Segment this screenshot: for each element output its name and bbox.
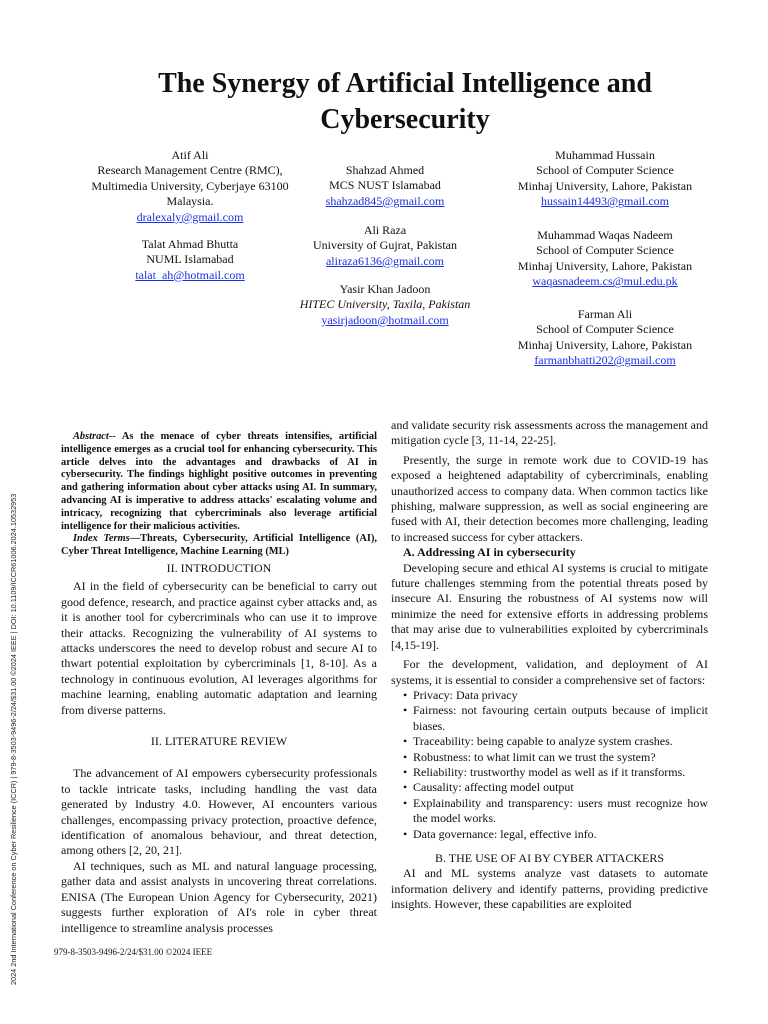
- author-waqas-nadeem: [490, 228, 720, 290]
- author-email-link[interactable]: hussain14493@gmail.com: [540, 194, 670, 209]
- section-heading-introduction: II. INTRODUCTION: [166, 560, 272, 575]
- index-terms-text: —Threats, Cybersecurity, Artificial Intelligence (AI), Cyber Threat Intelligence, Machine Learning (ML): [61, 533, 377, 558]
- author-affiliation: School of Computer Science: [536, 243, 674, 258]
- list-item: • Reliability: trustworthy model as well as if it transforms.: [391, 765, 708, 780]
- author-yasir-jadoon: [270, 282, 500, 328]
- paper-title: [90, 66, 720, 138]
- author-name: Muhammad Hussain: [555, 148, 655, 162]
- author-affiliation: MCS NUST Islamabad: [329, 178, 441, 193]
- body-paragraph: AI and ML systems analyze vast datasets to automate information delivery and identify patterns, providing predictive insights. However, these capabilities are exploited: [391, 866, 708, 912]
- abstract: [61, 431, 377, 533]
- subsection-heading-a: A. Addressing AI in cybersecurity: [403, 545, 576, 560]
- list-item: • Traceability: being capable to analyze system crashes.: [391, 734, 708, 749]
- author-email-link[interactable]: aliraza6136@gmail.com: [325, 253, 444, 268]
- list-item: • Causality: affecting model output: [391, 780, 708, 795]
- author-farman-ali: [490, 307, 720, 369]
- literature-paragraph: AI techniques, such as ML and natural language processing, gather data and assist analysts in uncovering threat correlations. ENISA (The European Union Agency for Cybersecurity, 2021) suggests further exploration of AI's role in cyber threat intelligence to streamline analysis processes: [61, 858, 377, 935]
- title-line-2: Cybersecurity: [320, 104, 490, 135]
- subsection-heading-b: B. THE USE OF AI BY CYBER ATTACKERS: [434, 850, 665, 865]
- author-name: Muhammad Waqas Nadeem: [537, 228, 673, 242]
- author-affiliation: HITEC University, Taxila, Pakistan: [299, 297, 471, 312]
- abstract-label: Abstract--: [73, 431, 116, 442]
- author-name: Yasir Khan Jadoon: [339, 282, 431, 296]
- author-name: Atif Ali: [171, 148, 209, 162]
- author-affiliation: Minhaj University, Lahore, Pakistan: [517, 258, 693, 273]
- author-email-link[interactable]: farmanbhatti202@gmail.com: [534, 353, 676, 368]
- author-affiliation: School of Computer Science: [536, 163, 674, 178]
- author-affiliation: NUML Islamabad: [146, 252, 234, 267]
- author-name: Farman Ali: [577, 307, 633, 321]
- author-affiliation: Minhaj University, Lahore, Pakistan: [517, 337, 693, 352]
- side-citation: 2024 2nd International Conference on Cyber Resilience (ICCR) | 979-8-3503-9496-2/24/$31.00 ©2024 IEEE | DOI: 10.1109/ICCR61006.2024.10532953: [9, 493, 18, 985]
- right-column: [391, 418, 708, 913]
- intro-paragraph: AI in the field of cybersecurity can be beneficial to carry out good defence, research, and practice against cyber attacks and, as it is another tool for cybercriminals who can use it to improve their attacks. Recognizing the vulnerability of AI systems to attacks underscores the need to develop robust and secure AI to thwart potential exploitation by cybercriminals [1, 8-10]. As a technology in continuous evolution, AI leverages algorithms for machine learning, enabling automatic adaptation and learning from diverse patterns.: [61, 579, 377, 717]
- list-item: • Fairness: not favouring certain outputs because of implicit biases.: [391, 703, 708, 734]
- author-affiliation: Malaysia.: [166, 194, 214, 209]
- author-ali-raza: [270, 223, 500, 269]
- author-email-link[interactable]: dralexaly@gmail.com: [136, 209, 244, 224]
- author-muhammad-hussain: [490, 148, 720, 210]
- list-item: • Privacy: Data privacy: [391, 688, 708, 703]
- author-email-link[interactable]: shahzad845@gmail.com: [325, 193, 445, 208]
- footer-copyright: 979-8-3503-9496-2/24/$31.00 ©2024 IEEE: [54, 947, 213, 957]
- author-shahzad-ahmed: [270, 163, 500, 209]
- index-terms: [61, 533, 377, 559]
- left-column: [61, 431, 377, 936]
- body-paragraph: Developing secure and ethical AI systems is crucial to mitigate future challenges stemming from the potential threats posed by insecure AI. Ensuring the robustness of AI systems now will minimize the need for extensive efforts in addressing problems that may arise due to vulnerabilities exploited by cybercriminals [4,15-19].: [391, 560, 708, 652]
- author-affiliation: University of Gujrat, Pakistan: [313, 238, 457, 253]
- literature-paragraph: The advancement of AI empowers cybersecurity professionals to tackle intricate tasks, including handling the vast data generated by Industry 4.0. However, AI encounters various challenges, encompassing privacy protection, proactive defence, identification of anomalous behaviour, and threat detection, among others [2, 20, 21].: [61, 766, 377, 858]
- section-heading-literature-review: II. LITERATURE REVIEW: [150, 734, 288, 749]
- author-email-link[interactable]: talat_ah@hotmail.com: [135, 267, 245, 282]
- author-affiliation: Research Management Centre (RMC),: [97, 163, 283, 178]
- factors-list: [391, 688, 708, 842]
- body-paragraph: and validate security risk assessments across the management and mitigation cycle [3, 11-14, 22-25].: [391, 418, 708, 448]
- author-name: Shahzad Ahmed: [345, 163, 425, 177]
- list-item: • Explainability and transparency: users must recognize how the model works.: [391, 796, 708, 827]
- author-email-link[interactable]: yasirjadoon@hotmail.com: [321, 312, 449, 327]
- author-name: Ali Raza: [363, 223, 407, 237]
- list-item: • Data governance: legal, effective info.: [391, 827, 708, 842]
- author-affiliation: School of Computer Science: [536, 322, 674, 337]
- abstract-text: As the menace of cyber threats intensifies, artificial intelligence emerges as a crucial tool for enhancing cybersecurity. This article delves into the advantages and drawbacks of AI in cybersecurity. The findings highlight positive outcomes in preventing and gathering information about cyber attacks using AI. In summary, advancing AI is imperative to address attacks' escalating volume and intricacy, recognizing that cybercriminals also leverage artificial intelligence for their malicious activities.: [61, 431, 377, 532]
- author-name: Talat Ahmad Bhutta: [141, 237, 239, 251]
- author-affiliation: Multimedia University, Cyberjaye 63100: [91, 178, 289, 193]
- body-paragraph: Presently, the surge in remote work due to COVID-19 has exposed a heightened adaptability of cybercriminals, enabling unauthorized access to company data. When common tactics like phishing, malware suppression, as well as social engineering are fused with AI, their detection becomes more challenging, leading to increased success for cyber attackers.: [391, 452, 708, 544]
- list-item: • Robustness: to what limit can we trust the system?: [391, 750, 708, 765]
- author-affiliation: Minhaj University, Lahore, Pakistan: [517, 178, 693, 193]
- title-line-1: The Synergy of Artificial Intelligence and: [158, 68, 652, 99]
- body-paragraph: For the development, validation, and deployment of AI systems, it is essential to consider a comprehensive set of factors:: [391, 657, 708, 687]
- author-email-link[interactable]: waqasnadeem.cs@mul.edu.pk: [532, 274, 678, 289]
- index-terms-label: Index Terms: [73, 533, 130, 545]
